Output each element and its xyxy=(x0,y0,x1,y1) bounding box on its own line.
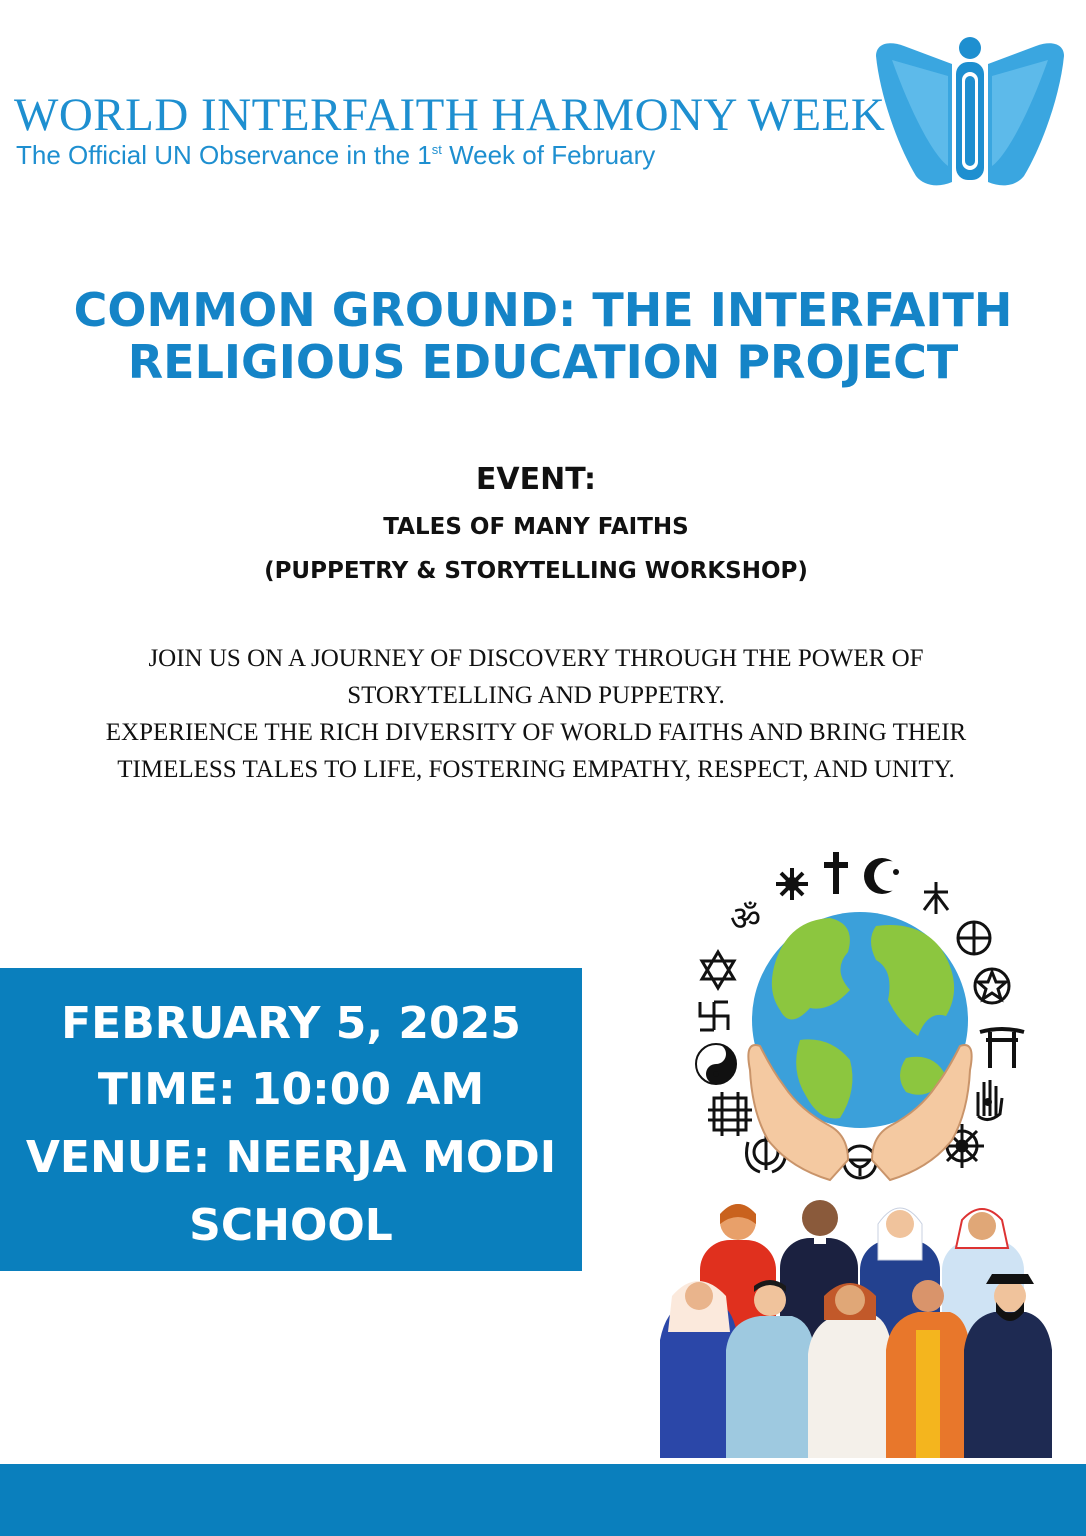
event-details-box xyxy=(0,968,582,1271)
header-title: WORLD INTERFAITH HARMONY WEEK xyxy=(14,89,886,141)
event-description: JOIN US ON A JOURNEY OF DISCOVERY THROUGH THE POWER OF STORYTELLING AND PUPPETRY. EXPERIENCE THE RICH DIVERSITY OF WORLD FAITHS AND BRING THEIR TIMELESS TALES TO LIFE, FOSTERING EMPATHY, RESPECT, AND UNITY. xyxy=(105,645,967,783)
event-venue: VENUE: NEERJA MODI xyxy=(25,1132,557,1183)
footer-bar xyxy=(0,1464,1086,1536)
event-date: FEBRUARY 5, 2025 xyxy=(61,998,521,1049)
svg-text:ॐ: ॐ xyxy=(730,899,762,939)
header-subtitle: The Official UN Observance in the 1st Week of February xyxy=(16,140,656,170)
globe-in-hands-icon xyxy=(680,840,1040,1190)
project-title: COMMON GROUND: THE INTERFAITH RELIGIOUS EDUCATION PROJECT xyxy=(73,283,1013,389)
butterfly-logo-icon xyxy=(868,36,1072,192)
event-time: TIME: 10:00 AM xyxy=(97,1064,485,1115)
event-label: EVENT: xyxy=(475,462,597,497)
event-name: TALES OF MANY FAITHS xyxy=(383,514,689,540)
diverse-people-icon xyxy=(660,1200,1062,1458)
event-subtitle: (PUPPETRY & STORYTELLING WORKSHOP) xyxy=(264,558,808,584)
event-venue-cont: SCHOOL xyxy=(189,1200,393,1251)
